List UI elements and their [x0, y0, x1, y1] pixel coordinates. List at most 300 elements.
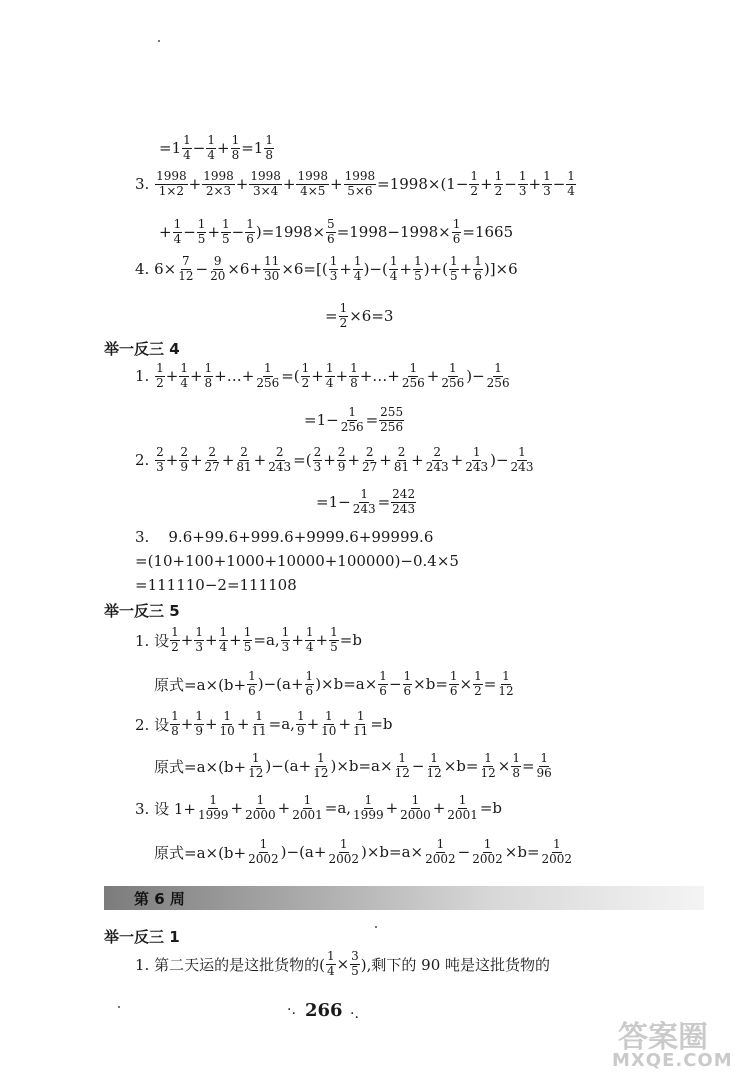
fraction-denominator: 2: [470, 183, 479, 198]
math-text: =(: [281, 367, 300, 386]
fraction-numerator: 3: [351, 949, 359, 963]
fraction-numerator: 2: [156, 445, 164, 459]
fraction-numerator: 1: [325, 361, 334, 375]
watermark-logo: 答案圈: [618, 1020, 708, 1055]
fraction: [494, 170, 504, 199]
math-text: +: [330, 175, 343, 194]
line-13: [135, 626, 362, 655]
fraction: [473, 255, 483, 284]
fraction: [425, 752, 442, 781]
section-heading-4: 举一反三 4: [104, 340, 180, 358]
fraction-numerator: 1: [449, 254, 458, 268]
fraction-numerator: 1: [246, 217, 254, 231]
math-text: )−(: [363, 260, 388, 279]
math-text: 原式=a×(b+: [154, 675, 247, 694]
fraction-denominator: 2000: [245, 807, 276, 822]
fraction-numerator: 2: [433, 445, 441, 459]
line-17: [135, 794, 502, 823]
fraction-numerator: 1998: [344, 169, 376, 183]
fraction: [155, 446, 165, 475]
fraction-denominator: 243: [392, 501, 416, 516]
math-text: +: [432, 799, 446, 818]
fraction-numerator: 1: [330, 625, 338, 639]
watermark-url: MXQE.COM: [612, 1050, 733, 1071]
fraction-denominator: 4: [173, 231, 182, 246]
fraction: [155, 170, 188, 199]
math-text: )×b=a×: [361, 843, 424, 862]
fraction: [312, 752, 329, 781]
fraction: [249, 170, 282, 199]
fraction: [301, 362, 311, 391]
fraction: [399, 794, 432, 823]
line-15: [135, 710, 392, 739]
fraction-numerator: 1: [219, 625, 228, 639]
math-text: ×6=3: [349, 307, 394, 326]
fraction-numerator: 1: [259, 837, 268, 851]
fraction: [244, 794, 277, 823]
fraction: [170, 710, 180, 739]
fraction: [393, 446, 410, 475]
fraction-denominator: 20: [210, 268, 226, 283]
fraction: [170, 626, 180, 655]
fraction-denominator: 6: [452, 231, 461, 246]
fraction-numerator: 1: [414, 254, 422, 268]
fraction-denominator: 256: [401, 375, 425, 390]
fraction-numerator: 1: [173, 217, 182, 231]
fraction-denominator: 10: [321, 723, 337, 738]
fraction: [204, 362, 214, 391]
fraction-denominator: 243: [510, 459, 534, 474]
fraction-denominator: 256: [441, 375, 465, 390]
math-text: 2.: [135, 451, 155, 470]
line-5: [325, 302, 393, 331]
fraction-numerator: 1: [317, 751, 325, 765]
fraction: [245, 218, 255, 247]
fraction-denominator: 243: [352, 501, 376, 516]
fraction-denominator: 3: [518, 183, 527, 198]
line-14: [154, 670, 516, 699]
fraction-numerator: 1: [403, 669, 412, 683]
fraction-numerator: 1: [263, 361, 272, 375]
speck: [118, 1006, 120, 1008]
fraction-denominator: 8: [171, 723, 179, 738]
math-text: )]×6: [483, 260, 518, 279]
math-text: +: [282, 175, 296, 194]
fraction-numerator: 1: [204, 361, 213, 375]
fraction: [391, 488, 416, 517]
fraction: [344, 170, 377, 199]
fraction: [536, 752, 553, 781]
fraction-numerator: 1: [474, 254, 482, 268]
fraction-numerator: 1: [251, 751, 260, 765]
math-text: +: [277, 799, 291, 818]
fraction-denominator: 4×5: [300, 183, 326, 198]
fraction-numerator: 1: [360, 487, 368, 501]
fraction: [305, 670, 315, 699]
math-text: +: [399, 260, 413, 279]
fraction-denominator: 4: [219, 639, 228, 654]
fraction: [446, 794, 479, 823]
fraction: [424, 838, 457, 867]
math-text: =: [521, 757, 535, 776]
fraction: [378, 670, 388, 699]
math-text: +: [385, 799, 399, 818]
math-text: +: [426, 367, 440, 386]
fraction-denominator: 6: [246, 231, 254, 246]
fraction-denominator: 9: [180, 459, 188, 474]
fraction-denominator: 8: [231, 147, 240, 162]
math-text: +: [180, 631, 194, 650]
fraction-denominator: 2002: [472, 851, 503, 866]
fraction-denominator: 81: [236, 459, 252, 474]
math-text: −: [192, 139, 206, 158]
math-text: +: [338, 715, 352, 734]
fraction-numerator: 1: [518, 445, 526, 459]
fraction: [325, 362, 335, 391]
fraction-numerator: 1: [301, 361, 310, 375]
fraction-denominator: 12: [480, 765, 496, 780]
fraction-numerator: 1: [518, 169, 527, 183]
fraction-numerator: 1: [484, 751, 492, 765]
fraction-denominator: 256: [380, 419, 404, 434]
fraction-numerator: 1: [389, 254, 398, 268]
math-text: +: [236, 715, 250, 734]
fraction-denominator: 4: [567, 183, 575, 198]
fraction-denominator: 9: [195, 723, 203, 738]
fraction: [469, 170, 479, 199]
math-text: +: [459, 260, 473, 279]
fraction-numerator: 2: [365, 445, 374, 459]
math-text: 4. 6×: [135, 260, 177, 279]
line-2: [135, 170, 577, 199]
line-16: [154, 752, 554, 781]
fraction-numerator: 1: [255, 709, 263, 723]
fraction: [209, 255, 226, 284]
fraction: [235, 446, 252, 475]
fraction-numerator: 1: [303, 793, 312, 807]
fraction-numerator: 1: [281, 625, 290, 639]
fraction-numerator: 2: [313, 445, 322, 459]
math-text: +: [204, 631, 218, 650]
math-text: =1665: [462, 223, 514, 242]
math-text: −: [231, 223, 245, 242]
fraction: [267, 446, 292, 475]
fraction-denominator: 12: [498, 683, 514, 698]
math-text: +: [339, 260, 352, 279]
fraction-numerator: 1: [326, 949, 335, 963]
fraction-denominator: 243: [465, 459, 489, 474]
math-text: +: [411, 451, 424, 470]
fraction: [247, 752, 264, 781]
math-text: +: [189, 451, 203, 470]
fraction: [361, 446, 378, 475]
math-text: +: [188, 175, 202, 194]
math-text: +: [159, 223, 172, 242]
math-text: −: [388, 675, 402, 694]
fraction-numerator: 1: [197, 217, 206, 231]
fraction-denominator: 5: [222, 231, 230, 246]
fraction-denominator: 2002: [328, 851, 359, 866]
math-text: +: [323, 451, 336, 470]
fraction-denominator: 2: [156, 375, 164, 390]
fraction: [202, 170, 235, 199]
fraction-denominator: 8: [204, 375, 213, 390]
fraction: [326, 950, 336, 979]
fraction-denominator: 27: [204, 459, 220, 474]
fraction-numerator: 1: [305, 625, 314, 639]
fraction-denominator: 3: [543, 183, 551, 198]
fraction-denominator: 4: [180, 375, 188, 390]
fraction-denominator: 12: [248, 765, 264, 780]
fraction-denominator: 2001: [447, 807, 478, 822]
math-text: )−(a+: [280, 843, 327, 862]
fraction: [250, 710, 267, 739]
math-text: ×6=[(: [281, 260, 328, 279]
math-text: ×: [459, 675, 473, 694]
math-text: +: [253, 451, 267, 470]
fraction-numerator: 1: [171, 625, 179, 639]
page-number: 266: [305, 1000, 343, 1021]
fraction-denominator: 5: [414, 268, 422, 283]
fraction-denominator: 256: [486, 375, 510, 390]
fraction-denominator: 6: [403, 683, 412, 698]
fraction: [349, 362, 359, 391]
week-banner-label: 第 6 周: [134, 890, 185, 908]
fraction-denominator: 2: [171, 639, 179, 654]
fraction: [182, 134, 192, 163]
fraction-denominator: 12: [313, 765, 329, 780]
fraction: [479, 752, 496, 781]
fraction-numerator: 1: [296, 709, 305, 723]
math-text: +: [335, 367, 349, 386]
line-6: [135, 362, 512, 391]
fraction-denominator: 2002: [248, 851, 279, 866]
fraction-numerator: 1: [339, 837, 348, 851]
fraction: [327, 838, 360, 867]
fraction-numerator: 1: [494, 169, 503, 183]
math-text: ×: [336, 955, 350, 974]
fraction-denominator: 243: [268, 459, 292, 474]
fraction-denominator: 3: [281, 639, 290, 654]
math-text: +: [221, 451, 235, 470]
fraction-numerator: 1: [243, 625, 252, 639]
fraction-numerator: 1: [356, 709, 365, 723]
fraction: [243, 626, 253, 655]
fraction-denominator: 6: [327, 231, 335, 246]
fraction: [464, 446, 489, 475]
fraction: [296, 170, 329, 199]
fraction-denominator: 2: [339, 315, 348, 330]
fraction: [518, 170, 528, 199]
math-text: −: [552, 175, 566, 194]
fraction-numerator: 1: [265, 133, 273, 147]
fraction-denominator: 9: [296, 723, 305, 738]
fraction-numerator: 1: [364, 793, 373, 807]
math-text: 原式=a×(b+: [154, 843, 247, 862]
fraction-numerator: 1: [436, 837, 445, 851]
math-text: =1−: [316, 493, 351, 512]
math-text: 3.: [135, 175, 155, 194]
fraction-numerator: 5: [327, 217, 335, 231]
fraction-numerator: 11: [264, 254, 280, 268]
fraction-numerator: 1: [483, 837, 492, 851]
fraction-denominator: 3: [313, 459, 322, 474]
math-text: +: [235, 175, 249, 194]
fraction-denominator: 11: [353, 723, 369, 738]
math-text: =1: [241, 139, 264, 158]
fraction-denominator: 256: [256, 375, 280, 390]
fraction-numerator: 1: [231, 133, 240, 147]
fraction: [449, 255, 459, 284]
fraction-numerator: 1: [305, 669, 314, 683]
math-text: ×b=: [413, 675, 448, 694]
fraction: [425, 446, 450, 475]
fraction: [337, 446, 347, 475]
math-text: +…+: [359, 367, 400, 386]
math-text: +: [216, 139, 230, 158]
fraction-numerator: 1: [353, 254, 362, 268]
fraction: [179, 362, 189, 391]
fraction-numerator: 2: [208, 445, 216, 459]
fraction-numerator: 1: [411, 793, 420, 807]
fraction-numerator: 2: [275, 445, 284, 459]
fraction: [296, 710, 306, 739]
math-text: +: [480, 175, 493, 194]
fraction-denominator: 243: [425, 459, 449, 474]
fraction: [413, 255, 423, 284]
fraction-denominator: 2001: [292, 807, 323, 822]
math-text: =1: [159, 139, 182, 158]
fraction-denominator: 2002: [425, 851, 456, 866]
line-10: [135, 528, 433, 546]
fraction-numerator: 1: [470, 169, 479, 183]
fraction-numerator: 1: [248, 669, 256, 683]
section-heading-5: 举一反三 5: [104, 602, 180, 620]
fraction-denominator: 12: [178, 268, 194, 283]
fraction: [177, 255, 194, 284]
fraction: [264, 134, 274, 163]
math-text: 原式=a×(b+: [154, 757, 247, 776]
math-text: −: [183, 223, 196, 242]
fraction-numerator: 255: [380, 405, 404, 419]
fraction-denominator: 5: [243, 639, 252, 654]
fraction: [155, 362, 165, 391]
fraction-denominator: 6: [474, 268, 482, 283]
fraction-numerator: 1: [398, 751, 407, 765]
math-text: +: [291, 631, 304, 650]
speck: [158, 40, 160, 42]
fraction-denominator: 4: [207, 147, 215, 162]
math-text: −: [195, 260, 209, 279]
math-text: =a,: [324, 799, 352, 818]
math-text: =: [377, 493, 391, 512]
fraction-numerator: 1998: [156, 169, 187, 183]
week-banner: [104, 886, 704, 910]
math-text: −: [504, 175, 517, 194]
fraction-numerator: 1: [502, 669, 510, 683]
fraction: [197, 218, 207, 247]
fraction: [291, 794, 324, 823]
fraction: [379, 406, 404, 435]
math-text: )=1998×: [255, 223, 326, 242]
fraction: [219, 710, 236, 739]
fraction-numerator: 1998: [250, 169, 281, 183]
math-text: =1998−1998×: [336, 223, 451, 242]
fraction-denominator: 4: [183, 147, 191, 162]
fraction-denominator: 11: [251, 723, 267, 738]
fraction: [231, 134, 241, 163]
fraction-numerator: 1: [430, 751, 438, 765]
fraction-denominator: 2: [301, 375, 310, 390]
fraction-numerator: 1: [540, 751, 548, 765]
fraction: [350, 950, 360, 979]
math-text: ×: [497, 757, 511, 776]
fraction: [353, 255, 363, 284]
math-text: +: [379, 451, 392, 470]
fraction-denominator: 8: [350, 375, 358, 390]
fraction-denominator: 81: [393, 459, 410, 474]
line-8: [135, 446, 535, 475]
fraction-numerator: 1: [324, 709, 333, 723]
fraction: [542, 170, 552, 199]
math-text: 2. 设: [135, 715, 170, 734]
math-text: 3. 9.6+99.6+999.6+9999.6+99999.6: [135, 528, 434, 546]
fraction-denominator: 9: [337, 459, 346, 474]
fraction: [281, 626, 291, 655]
fraction-numerator: 1: [222, 217, 230, 231]
math-text: )−: [490, 451, 509, 470]
fraction-numerator: 1998: [203, 169, 234, 183]
fraction-denominator: 1999: [353, 807, 384, 822]
math-text: +: [165, 367, 179, 386]
fraction: [440, 362, 465, 391]
fraction-denominator: 8: [512, 765, 520, 780]
fraction-denominator: 1×2: [158, 183, 185, 198]
fraction-numerator: 242: [392, 487, 416, 501]
fraction: [473, 670, 483, 699]
fraction-numerator: 1: [256, 793, 265, 807]
fraction: [340, 406, 365, 435]
fraction-numerator: 1: [329, 254, 338, 268]
math-text: +…+: [214, 367, 255, 386]
fraction-denominator: 12: [426, 765, 442, 780]
line-4: [135, 255, 518, 284]
math-text: )−(a+: [265, 757, 312, 776]
line-7: [304, 406, 405, 435]
math-text: )−(a+: [257, 675, 304, 694]
speck: [375, 926, 377, 928]
fraction: [471, 838, 504, 867]
fraction-numerator: 1: [209, 793, 218, 807]
line-1: [159, 134, 275, 163]
fraction-numerator: 1: [379, 669, 387, 683]
math-text: =(10+100+1000+10000+100000)−0.4×5: [135, 552, 459, 570]
fraction-numerator: 7: [182, 254, 190, 268]
math-text: +: [450, 451, 464, 470]
fraction-numerator: 1: [171, 709, 179, 723]
fraction-numerator: 1: [409, 361, 418, 375]
fraction: [326, 218, 336, 247]
fraction-denominator: 4: [353, 268, 362, 283]
fraction: [566, 170, 576, 199]
math-text: ),剩下的 90 吨是这批货物的: [360, 955, 551, 974]
fraction-denominator: 8: [265, 147, 273, 162]
fraction: [510, 446, 535, 475]
fraction: [352, 794, 385, 823]
fraction: [339, 302, 349, 331]
fraction-denominator: 10: [219, 723, 235, 738]
fraction: [403, 670, 413, 699]
